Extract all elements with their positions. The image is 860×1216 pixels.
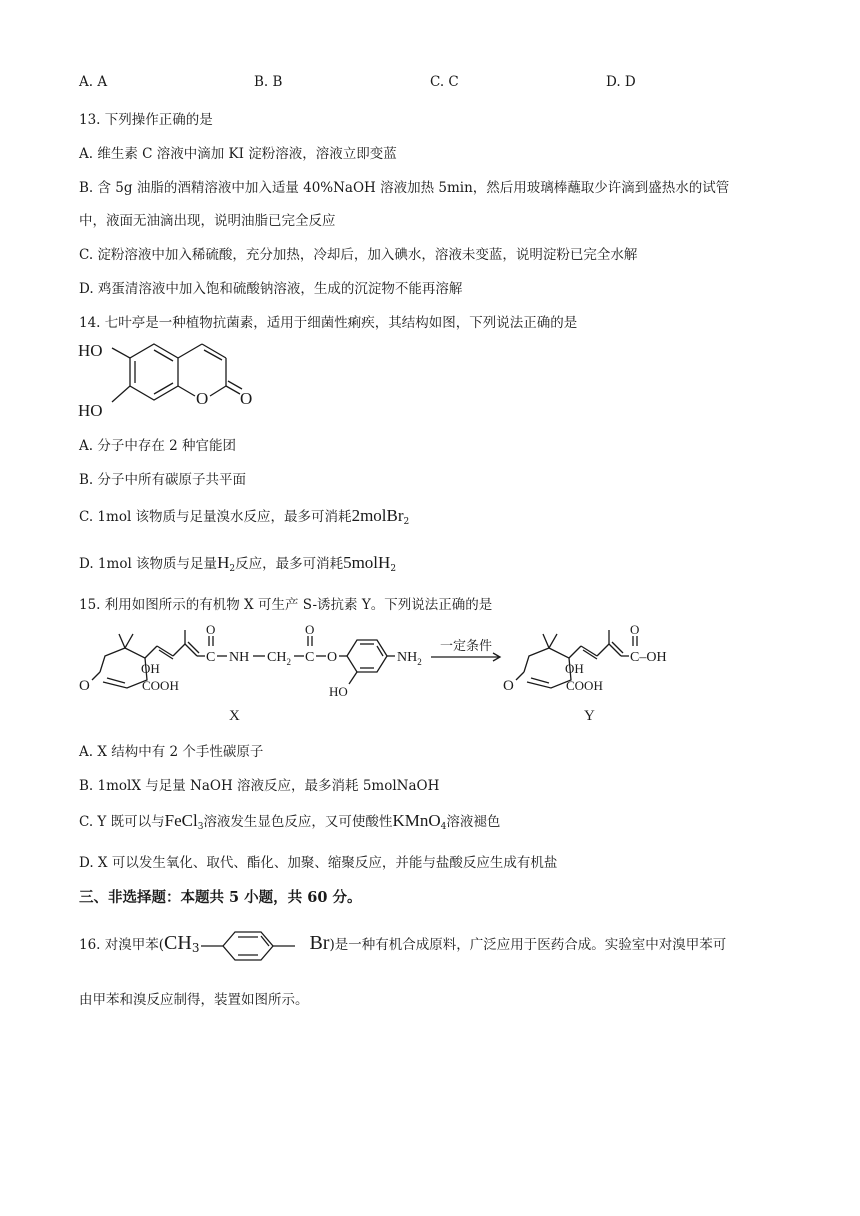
x-label: X bbox=[229, 708, 240, 724]
x-ester-o: O bbox=[305, 622, 315, 637]
q14-stem: 14. 七叶亭是一种植物抗菌素，适用于细菌性痢疾，其结构如图，下列说法正确的是 bbox=[79, 315, 578, 331]
q14-option-c bbox=[79, 505, 409, 527]
q13-option-d: D. 鸡蛋清溶液中加入饱和硫酸钠溶液，生成的沉淀物不能再溶解 bbox=[79, 281, 463, 297]
q15-c-kmno4: KMnO bbox=[392, 811, 441, 830]
q15-option-c bbox=[79, 810, 500, 832]
q14-option-b: B. 分子中所有碳原子共平面 bbox=[79, 472, 247, 488]
q15-option-d: D. X 可以发生氧化、取代、酯化、加聚、缩聚反应，并能与盐酸反应生成有机盐 bbox=[79, 855, 558, 871]
q13-stem: 13. 下列操作正确的是 bbox=[79, 112, 213, 128]
section3-heading: 三、非选择题：本题共 5 小题，共 60 分。 bbox=[79, 889, 362, 906]
q14-d-mid: 反应，最多可消耗 bbox=[235, 556, 344, 572]
q13-option-b-line1: B. 含 5g 油脂的酒精溶液中加入适量 40%NaOH 溶液加热 5min，然后用玻璃棒蘸取少许滴到盛热水的试管 bbox=[79, 180, 730, 196]
q13-option-c: C. 淀粉溶液中加入稀硫酸，充分加热，冷却后，加入碘水，溶液未变蓝，说明淀粉已完全水解 bbox=[79, 247, 638, 263]
option-a: A. A bbox=[79, 74, 108, 90]
x-oh-label: OH bbox=[141, 661, 160, 676]
x-ch2-label: $CH_2$ bbox=[267, 650, 291, 667]
q14-c-text: C. 1mol 该物质与足量溴水反应，最多可消耗 bbox=[79, 509, 352, 525]
y-oh-label: OH bbox=[565, 661, 584, 676]
q14-option-d bbox=[79, 552, 396, 574]
x-ether-o: O bbox=[327, 650, 338, 665]
option-b: B. B bbox=[254, 74, 283, 90]
x-ester-c: C bbox=[305, 650, 315, 665]
q14-c-formula: 2molBr bbox=[351, 506, 404, 525]
q14-d-formula: 5molH bbox=[343, 553, 391, 572]
x-nh-label: NH bbox=[229, 650, 250, 665]
q16-ch3: CH bbox=[164, 932, 192, 954]
ring-oxygen-label: O bbox=[196, 389, 209, 408]
q14-d-text: D. 1mol 该物质与足量 bbox=[79, 556, 218, 572]
x-amide-o: O bbox=[206, 622, 216, 637]
q16-ch3-sub: 3 bbox=[191, 941, 200, 955]
q15-option-b: B. 1molX 与足量 NaOH 溶液反应，最多消耗 5molNaOH bbox=[79, 778, 440, 794]
q14-option-a: A. 分子中存在 2 种官能团 bbox=[79, 438, 237, 454]
q14-d-subscript: 2 bbox=[390, 564, 397, 574]
q14-d-h-subscript: 2 bbox=[229, 564, 236, 574]
benzene-ring-icon bbox=[199, 929, 309, 963]
q14-d-h: H bbox=[217, 553, 230, 572]
y-cooh-label: COOH bbox=[566, 678, 603, 693]
q14-c-subscript: 2 bbox=[403, 517, 410, 527]
option-c: C. C bbox=[430, 74, 459, 90]
q15-c-suffix: 溶液褪色 bbox=[446, 814, 501, 830]
x-amide-c: C bbox=[206, 650, 216, 665]
q15-stem: 15. 利用如图所示的有机物 X 可生产 S-诱抗素 Y。下列说法正确的是 bbox=[79, 597, 493, 613]
y-label: Y bbox=[584, 708, 595, 724]
ho-bottom-label: HO bbox=[78, 401, 103, 420]
y-acid-o: O bbox=[630, 622, 640, 637]
q13-option-a: A. 维生素 C 溶液中滴加 KI 淀粉溶液，溶液立即变蓝 bbox=[79, 146, 397, 162]
reaction-scheme bbox=[75, 622, 715, 724]
q16-line1 bbox=[79, 926, 726, 965]
x-phenol-ho: HO bbox=[329, 684, 348, 699]
carbonyl-oxygen-label: O bbox=[240, 389, 253, 408]
q16-suffix: )是一种有机合成原料，广泛应用于医药合成。实验室中对溴甲苯可 bbox=[329, 937, 727, 953]
q16-br: Br bbox=[309, 932, 330, 954]
x-nh2-label: $NH_2$ bbox=[397, 650, 422, 667]
q15-c-mid: 溶液发生显色反应，又可使酸性 bbox=[203, 814, 393, 830]
x-cooh-label: COOH bbox=[142, 678, 179, 693]
q15-c-prefix: C. Y 既可以与 bbox=[79, 814, 165, 830]
q15-c-fecl3-sub: 3 bbox=[197, 822, 204, 832]
q16-line2: 由甲苯和溴反应制得，装置如图所示。 bbox=[79, 992, 309, 1008]
x-ketone-o: O bbox=[79, 678, 90, 694]
ho-top-label: HO bbox=[78, 341, 103, 360]
y-acid-c-oh: C–OH bbox=[630, 650, 667, 665]
q13-option-b-line2: 中，液面无油滴出现，说明油脂已完全反应 bbox=[79, 213, 336, 229]
q15-option-a: A. X 结构中有 2 个手性碳原子 bbox=[79, 744, 264, 760]
q15-c-kmno4-sub: 4 bbox=[440, 822, 447, 832]
q16-prefix: 16. 对溴甲苯( bbox=[79, 937, 165, 953]
y-ketone-o: O bbox=[503, 678, 514, 694]
arrow-condition: 一定条件 bbox=[440, 638, 493, 653]
esculetin-structure bbox=[78, 336, 268, 428]
q15-c-fecl3: FeCl bbox=[164, 811, 198, 830]
option-d: D. D bbox=[606, 74, 636, 90]
